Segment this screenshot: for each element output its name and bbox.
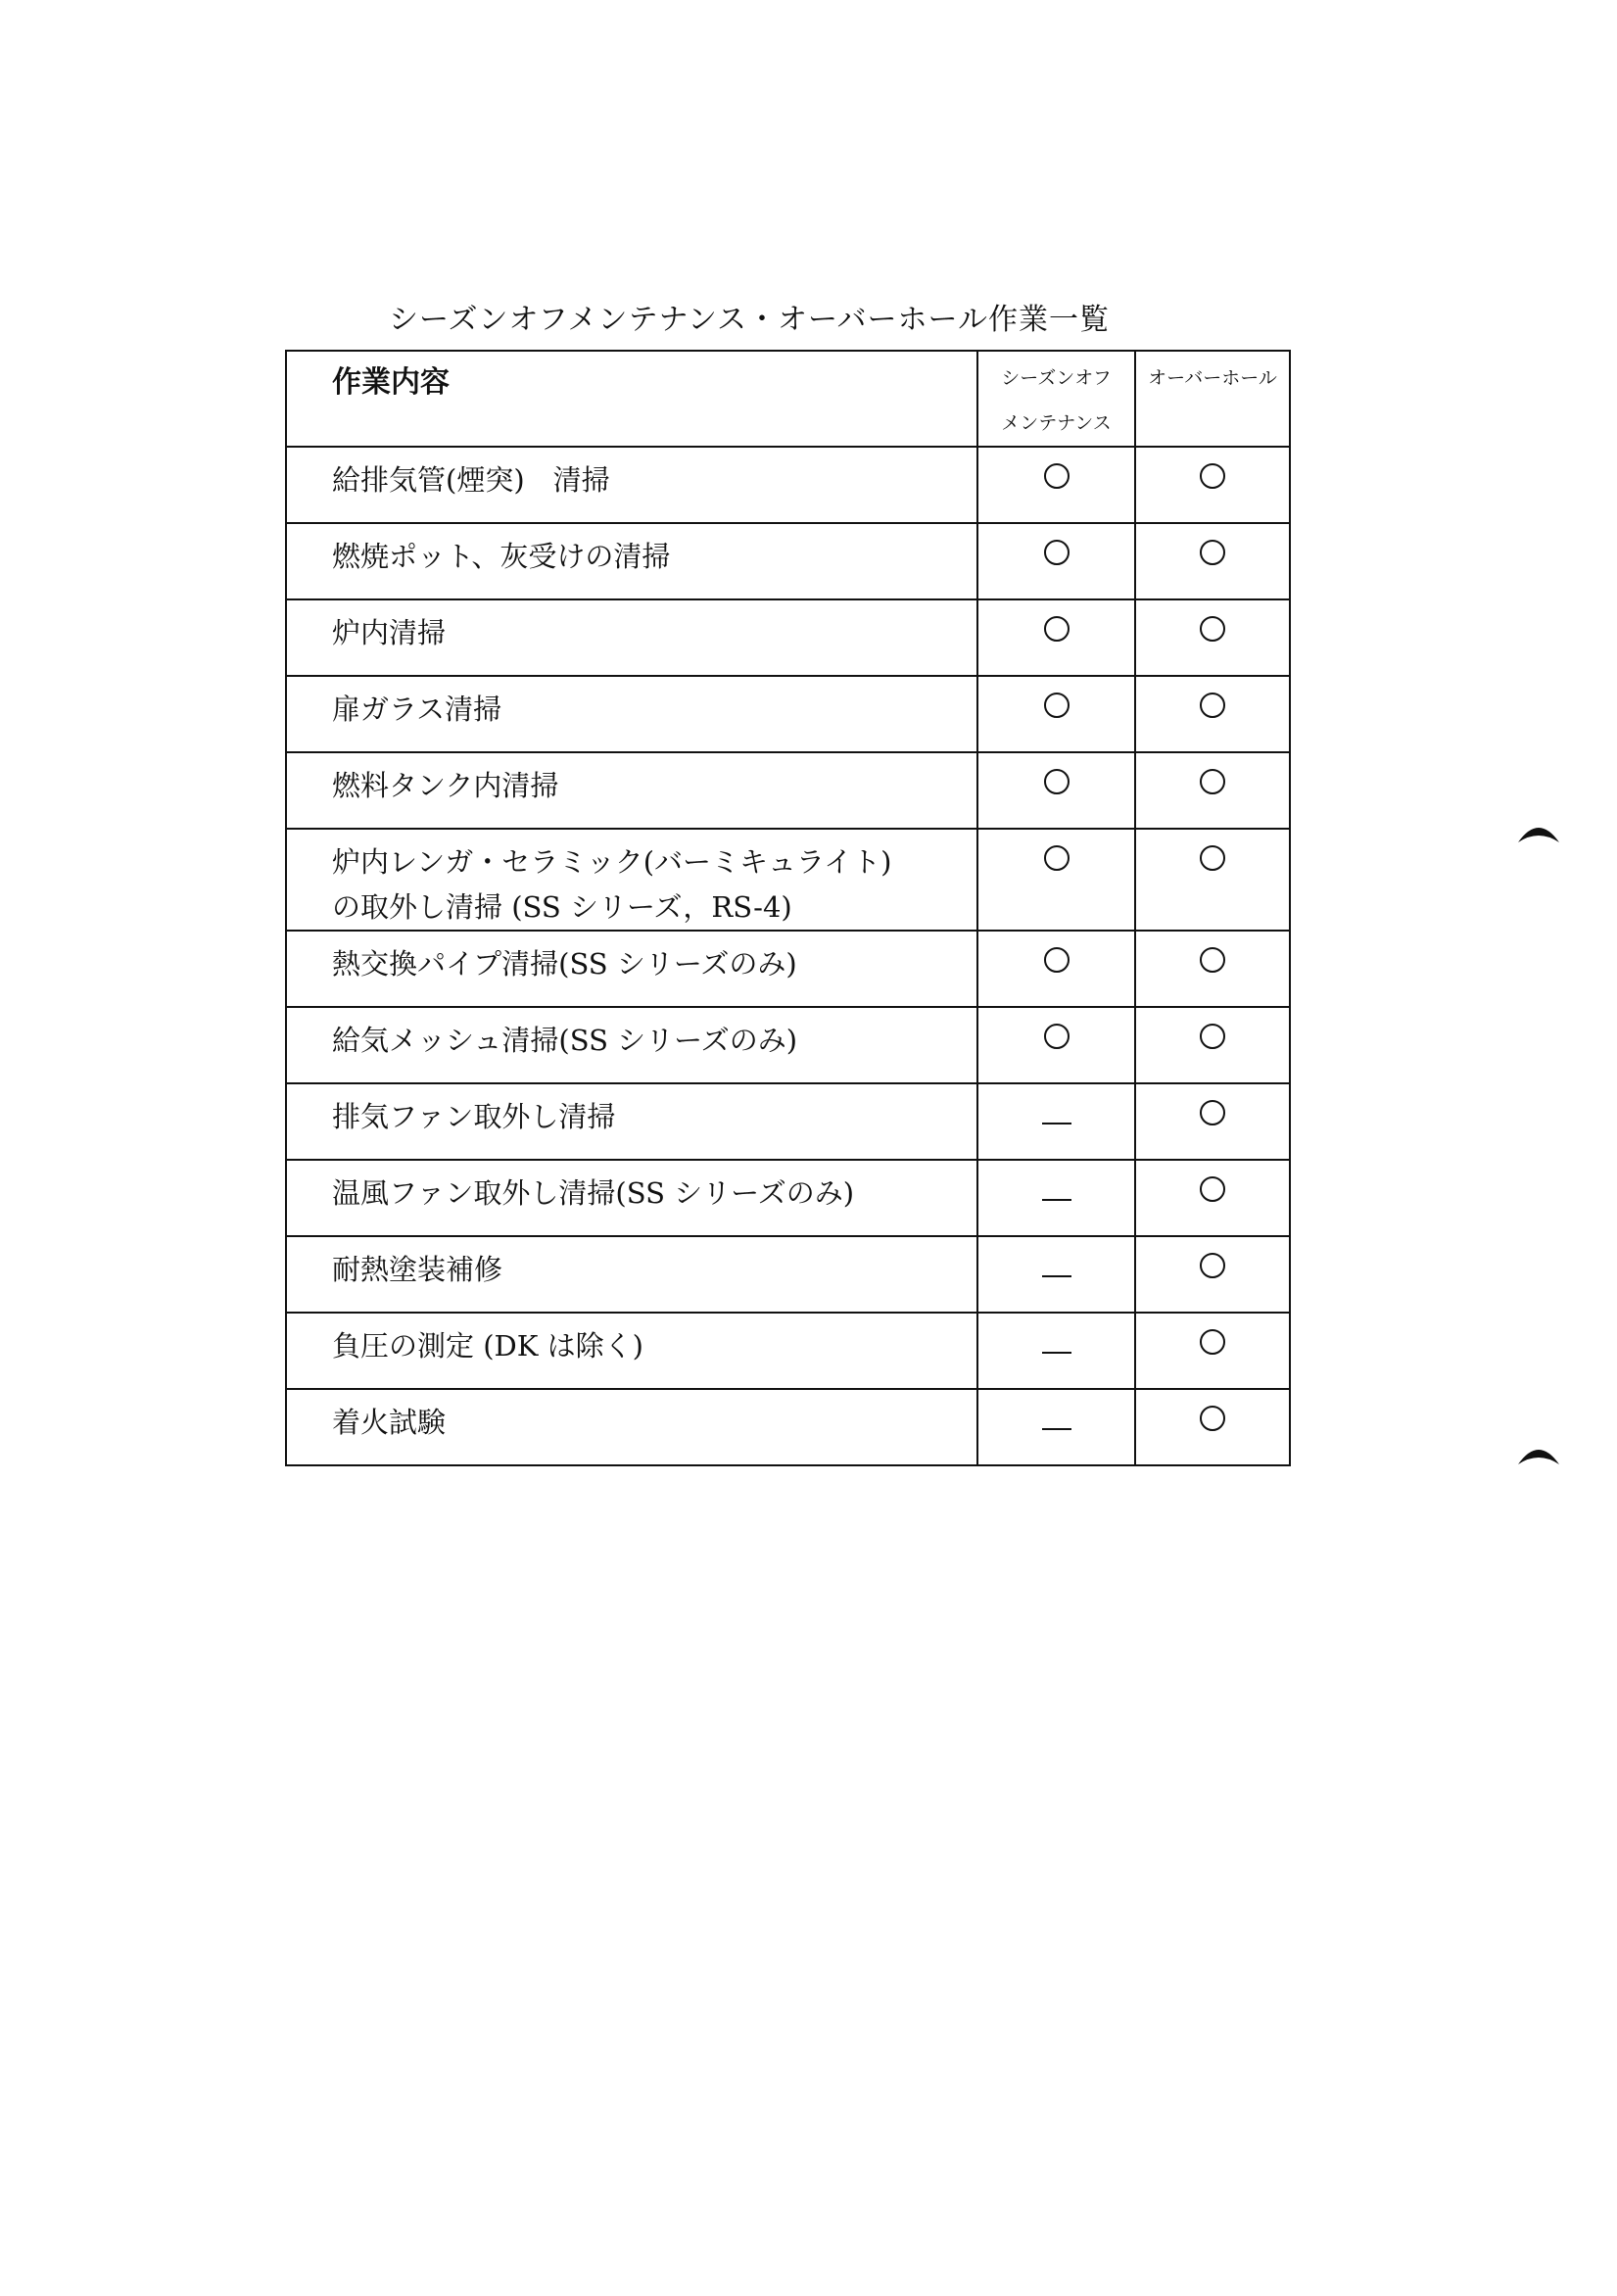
circle-mark-icon (1044, 616, 1070, 642)
overhaul-mark-cell (1135, 1160, 1290, 1236)
overhaul-mark-cell (1135, 599, 1290, 676)
table-header-row (286, 351, 1290, 447)
table-body (286, 447, 1290, 1465)
work-item-text: 負圧の測定 (DK は除く) (332, 1329, 643, 1363)
dash-mark-icon (1042, 1275, 1071, 1277)
table-row (286, 752, 1290, 829)
work-item-text: 炉内清掃 (332, 616, 447, 649)
work-item-cell (286, 1236, 977, 1313)
table-row (286, 599, 1290, 676)
season-off-mark-cell (977, 931, 1135, 1007)
work-item-text: 排気ファン取外し清掃 (332, 1100, 616, 1133)
circle-mark-icon (1200, 769, 1225, 794)
circle-mark-icon (1200, 1100, 1225, 1125)
season-off-mark-cell (977, 1313, 1135, 1389)
table-row (286, 676, 1290, 752)
overhaul-mark-cell (1135, 523, 1290, 599)
dash-mark-icon (1042, 1199, 1071, 1201)
table-row (286, 1236, 1290, 1313)
work-item-text: 燃料タンク内清掃 (332, 769, 559, 802)
work-item-text: 耐熱塗装補修 (332, 1253, 503, 1286)
overhaul-mark-cell (1135, 931, 1290, 1007)
circle-mark-icon (1200, 947, 1225, 973)
work-item-text: 給排気管(煙突) 清掃 (332, 463, 610, 497)
overhaul-mark-cell (1135, 1313, 1290, 1389)
table-row (286, 931, 1290, 1007)
circle-mark-icon (1044, 769, 1070, 794)
work-item-cell (286, 447, 977, 523)
overhaul-mark-cell (1135, 1236, 1290, 1313)
circle-mark-icon (1044, 693, 1070, 718)
header-season-line1: シーズンオフ (1001, 367, 1112, 389)
season-off-mark-cell (977, 676, 1135, 752)
season-off-mark-cell (977, 1083, 1135, 1160)
circle-mark-icon (1200, 845, 1225, 871)
work-item-text: 温風ファン取外し清掃(SS シリーズのみ) (332, 1176, 855, 1210)
table-row (286, 1160, 1290, 1236)
binder-hole-mark-bottom (1516, 1441, 1561, 1466)
season-off-mark-cell (977, 599, 1135, 676)
season-off-mark-cell (977, 447, 1135, 523)
season-off-mark-cell (977, 1007, 1135, 1083)
circle-mark-icon (1200, 1406, 1225, 1431)
season-off-mark-cell (977, 1160, 1135, 1236)
work-item-cell (286, 829, 977, 931)
header-season-line2: メンテナンス (1001, 412, 1112, 434)
circle-mark-icon (1044, 1024, 1070, 1049)
work-item-cell (286, 599, 977, 676)
work-item-text: 炉内レンガ・セラミック(バーミキュライト) (332, 845, 892, 879)
header-overhaul (1135, 351, 1290, 447)
circle-mark-icon (1200, 1024, 1225, 1049)
table-row (286, 523, 1290, 599)
table-row (286, 829, 1290, 931)
work-item-cell (286, 931, 977, 1007)
overhaul-mark-cell (1135, 1083, 1290, 1160)
work-item-text: 燃焼ポット、灰受けの清掃 (332, 540, 671, 573)
circle-mark-icon (1044, 540, 1070, 565)
overhaul-mark-cell (1135, 676, 1290, 752)
work-item-text: 熱交換パイプ清掃(SS シリーズのみ) (332, 947, 797, 981)
dash-mark-icon (1042, 1123, 1071, 1124)
overhaul-mark-cell (1135, 447, 1290, 523)
circle-mark-icon (1044, 947, 1070, 973)
overhaul-mark-cell (1135, 1389, 1290, 1465)
circle-mark-icon (1200, 1176, 1225, 1202)
header-season-off-maintenance (977, 351, 1135, 447)
work-item-cell (286, 752, 977, 829)
work-item-cell (286, 1389, 977, 1465)
work-item-cell (286, 1083, 977, 1160)
table-row (286, 1313, 1290, 1389)
work-list-table (285, 350, 1291, 1466)
table-row (286, 1389, 1290, 1465)
circle-mark-icon (1200, 540, 1225, 565)
work-item-cell (286, 1313, 977, 1389)
season-off-mark-cell (977, 1236, 1135, 1313)
header-work-content: 作業内容 (286, 351, 977, 447)
page-title: シーズンオフメンテナンス・オーバーホール作業一覧 (389, 303, 1110, 337)
work-item-cell (286, 1007, 977, 1083)
header-overhaul-label: オーバーホール (1148, 367, 1277, 389)
season-off-mark-cell (977, 523, 1135, 599)
circle-mark-icon (1200, 693, 1225, 718)
binder-hole-mark-top (1516, 819, 1561, 844)
dash-mark-icon (1042, 1428, 1071, 1430)
season-off-mark-cell (977, 752, 1135, 829)
work-item-text: 着火試験 (332, 1406, 447, 1439)
table-row (286, 1083, 1290, 1160)
circle-mark-icon (1044, 845, 1070, 871)
work-item-text: の取外し清掃 (SS シリーズ，RS-4) (332, 890, 792, 924)
circle-mark-icon (1200, 616, 1225, 642)
season-off-mark-cell (977, 829, 1135, 931)
circle-mark-icon (1200, 1329, 1225, 1355)
work-item-text: 扉ガラス清掃 (332, 693, 502, 726)
circle-mark-icon (1200, 463, 1225, 489)
circle-mark-icon (1200, 1253, 1225, 1278)
work-item-cell (286, 1160, 977, 1236)
work-item-cell (286, 676, 977, 752)
overhaul-mark-cell (1135, 829, 1290, 931)
season-off-mark-cell (977, 1389, 1135, 1465)
circle-mark-icon (1044, 463, 1070, 489)
overhaul-mark-cell (1135, 752, 1290, 829)
work-item-text: 給気メッシュ清掃(SS シリーズのみ) (332, 1024, 798, 1057)
overhaul-mark-cell (1135, 1007, 1290, 1083)
table-row (286, 447, 1290, 523)
dash-mark-icon (1042, 1352, 1071, 1354)
work-item-cell (286, 523, 977, 599)
table-row (286, 1007, 1290, 1083)
